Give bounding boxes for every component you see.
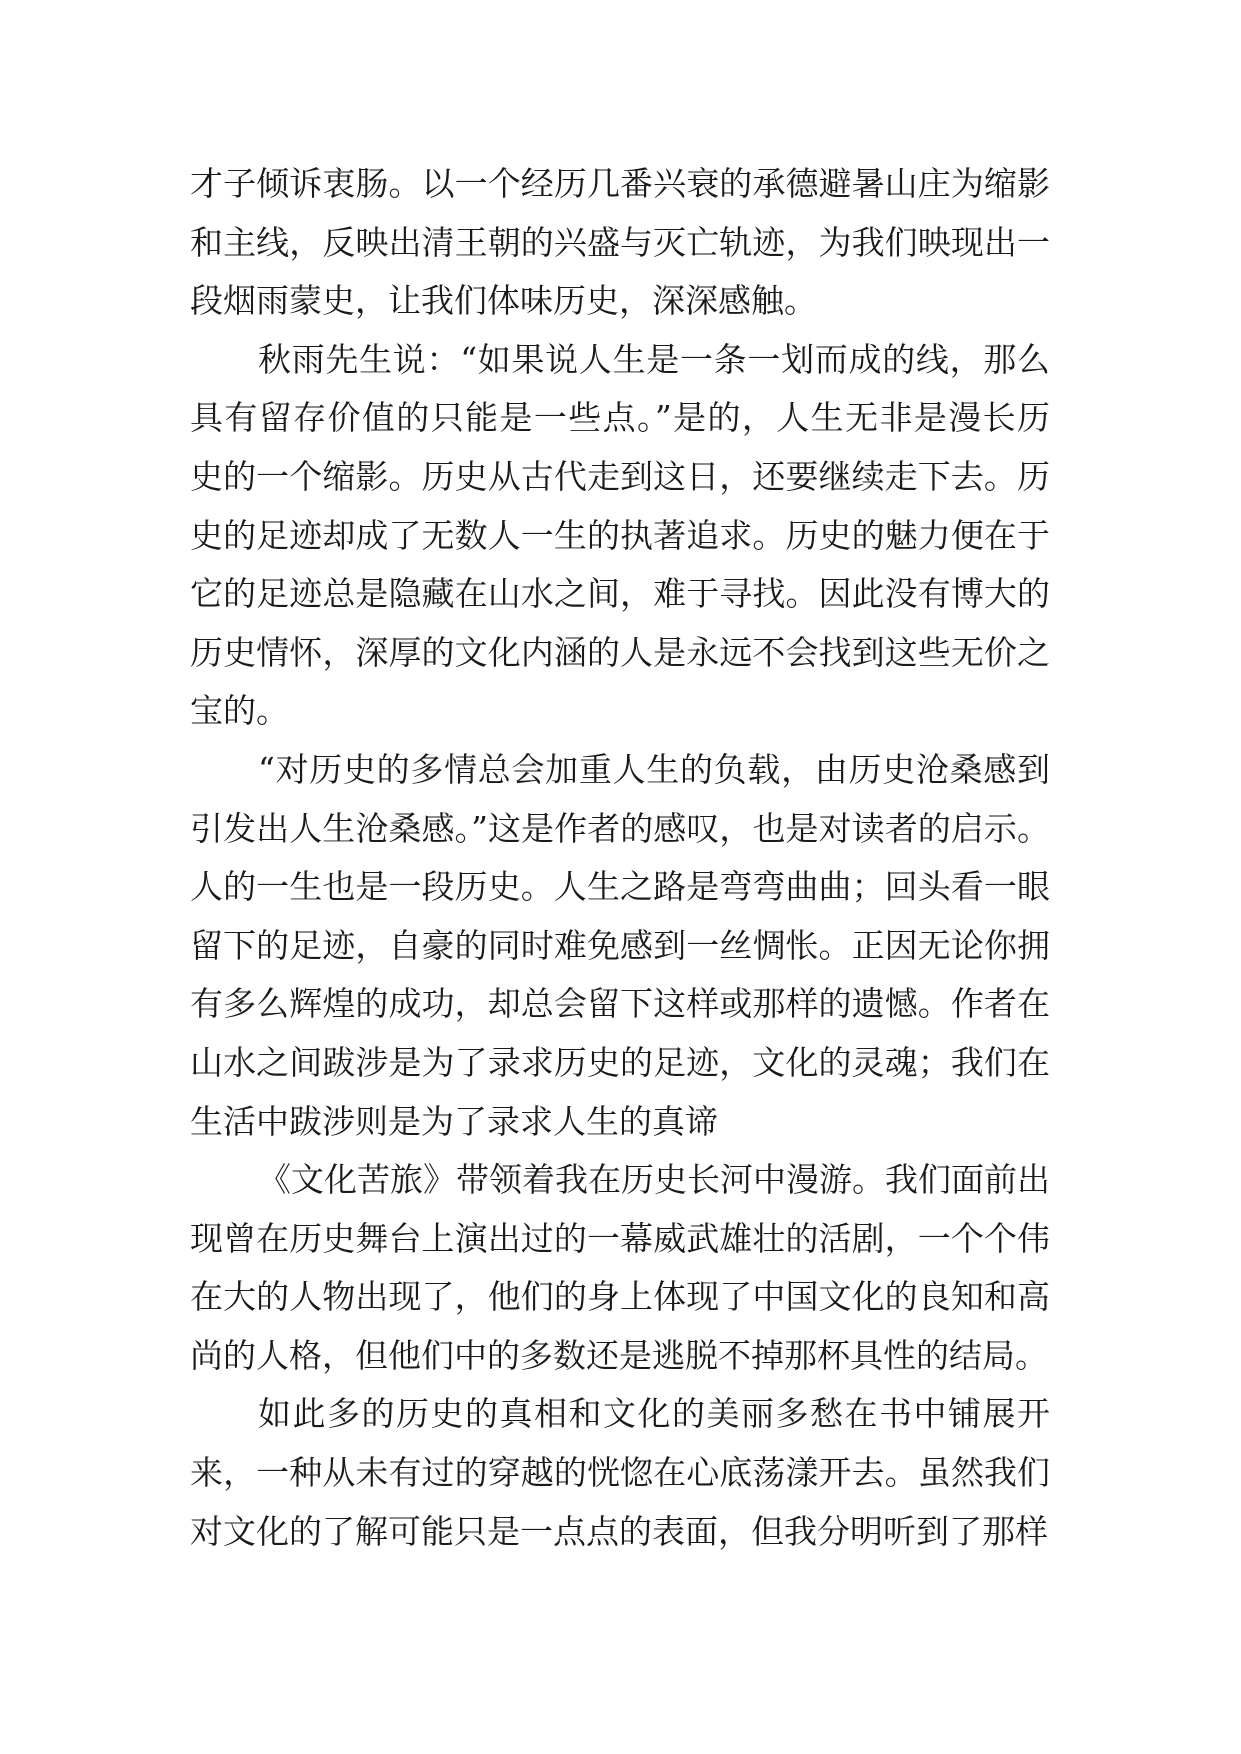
paragraph [190,741,1050,1151]
text-line: 《文化苦旅》带领着我在历史长河中漫游。我们面前出 [258,1160,1050,1200]
text-line: 和主线，反映出清王朝的兴盛与灭亡轨迹，为我们映现出一 [190,222,1050,262]
text-line: 如此多的历史的真相和文化的美丽多愁在书中铺展开 [258,1394,1050,1434]
body-text [190,155,1050,1561]
text-line: “对历史的多情总会加重人生的负载，由历史沧桑感到 [258,749,1050,789]
text-line: 现曾在历史舞台上演出过的一幕威武雄壮的活剧，一个个伟 [190,1218,1050,1258]
text-line: 才子倾诉衷肠。以一个经历几番兴衰的承德避暑山庄为缩影 [190,164,1050,203]
text-line: 秋雨先生说：“如果说人生是一条一划而成的线，那么 [258,339,1050,379]
text-line: 它的足迹总是隐藏在山水之间，难于寻找。因此没有博大的 [190,574,1050,614]
text-line: 史的足迹却成了无数人一生的执著追求。历史的魅力便在于 [190,515,1050,555]
text-line: 生活中跋涉则是为了录求人生的真谛 [190,1101,718,1141]
text-line: 历史情怀，深厚的文化内涵的人是永远不会找到这些无价之 [190,632,1050,672]
paragraph [190,1151,1050,1385]
paragraph [190,155,1050,331]
paragraph [190,331,1050,741]
text-line: 史的一个缩影。历史从古代走到这日，还要继续走下去。历 [190,456,1050,496]
text-line: 对文化的了解可能只是一点点的表面，但我分明听到了那样 [190,1511,1048,1551]
text-line: 人的一生也是一段历史。人生之路是弯弯曲曲；回头看一眼 [190,867,1050,907]
text-line: 宝的。 [190,691,289,731]
text-line: 引发出人生沧桑感。”这是作者的感叹，也是对读者的启示。 [190,808,1050,848]
text-line: 留下的足迹，自豪的同时难免感到一丝惆怅。正因无论你拥 [190,925,1050,965]
text-line: 来，一种从未有过的穿越的恍惚在心底荡漾开去。虽然我们 [190,1453,1050,1493]
paragraph [190,1385,1050,1561]
text-line: 段烟雨蒙史，让我们体味历史，深深感触。 [190,281,817,321]
text-line: 尚的人格，但他们中的多数还是逃脱不掉那杯具性的结局。 [190,1335,1048,1375]
text-line: 有多么辉煌的成功，却总会留下这样或那样的遗憾。作者在 [190,984,1050,1024]
text-line: 山水之间跋涉是为了录求历史的足迹，文化的灵魂；我们在 [190,1042,1050,1082]
text-line: 具有留存价值的只能是一些点。”是的，人生无非是漫长历 [190,398,1050,438]
text-line: 在大的人物出现了，他们的身上体现了中国文化的良知和高 [190,1277,1050,1317]
